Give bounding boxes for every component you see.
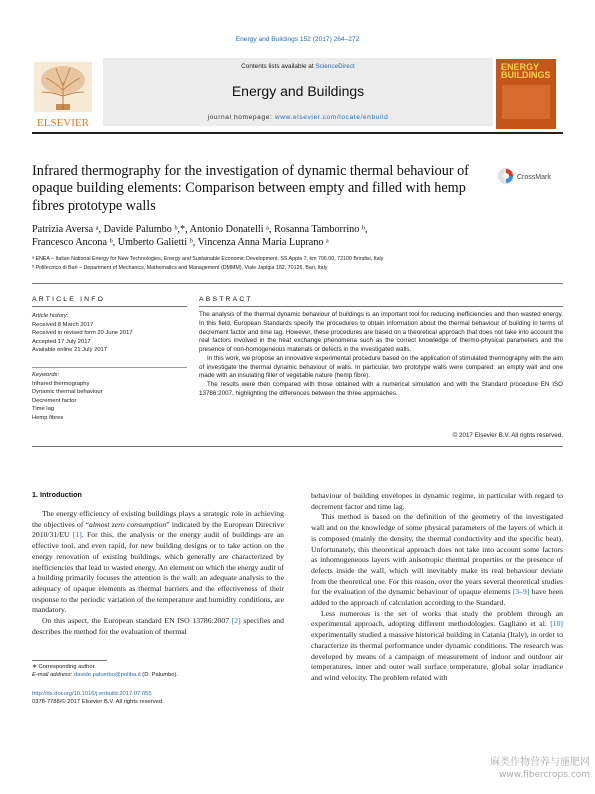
intro-paragraph-2	[32, 616, 284, 637]
text-run: The energy efficiency of existing buildings plays a strategic role in achieving the objectives of “	[32, 509, 284, 529]
sciencedirect-link[interactable]: ScienceDirect	[315, 63, 355, 70]
cover-title: ENERGY BUILDINGS	[501, 62, 551, 80]
article-title: Infrared thermography for the investigation of dynamic thermal behaviour of opaque building elements: Comparison between empty and filled with hemp fibres prototype walls	[32, 163, 469, 214]
history-revised: Received in revised form 20 June 2017	[32, 330, 133, 337]
text-run: Less numerous is the set of works that study the problem through an experimental approach, adopting different methodologies. Gagliano et al.	[311, 608, 563, 629]
keyword-item: Hemp fibres	[32, 414, 64, 421]
keywords-rule	[32, 367, 187, 368]
author-line-2[interactable]: Francesco Ancona ᵇ, Umberto Galietti ᵇ, Vincenza Anna Maria Luprano ᵃ	[32, 237, 329, 248]
body-column-left	[32, 509, 284, 637]
intro-paragraph-3	[311, 512, 563, 608]
keyword-item: Dynamic thermal behaviour	[32, 389, 103, 396]
abstract-paragraph-2: In this work, we propose an innovative experimental procedure based on the application of stimulated thermography with the aim of investigate the thermal dynamic behaviour of walls. In particular, two prototype walls were compared: an empty wall and one made with an insulating filler of vegetable nature (hemp fibre).	[199, 354, 563, 380]
affiliation-a: ᵃ ENEA – Italian National Energy for New Technologies, Energy and Sustainable Economic Development, SS Appia 7, km 706.00, 72100 Brindisi, Italy	[32, 256, 384, 262]
journal-homepage-line	[103, 114, 493, 121]
homepage-link[interactable]: www.elsevier.com/locate/enbuild	[274, 114, 389, 121]
abstract-bottom-rule	[32, 446, 563, 447]
keyword-item: Time lag	[32, 406, 55, 413]
affiliation-b: ᵇ Politecnico di Bari – Department of Mechanics, Mathematics and Management (DMMM), Viale Japigia 182, 70126, Bari, Italy	[32, 265, 328, 271]
reference-link[interactable]: [1]	[72, 530, 82, 540]
elsevier-tree-logo	[32, 60, 94, 130]
keyword-item: Decrement factor	[32, 397, 77, 404]
intro-paragraph-4	[311, 609, 563, 684]
homepage-prefix: journal homepage:	[207, 114, 275, 121]
abstract-paragraph-3: The results were then compared with those obtained with a numerical simulation and with the Standard procedure EN ISO 13786:2007, highlighting the differences between the three approaches.	[199, 381, 563, 397]
keywords-heading: Keywords:	[32, 372, 60, 378]
author-list	[32, 223, 502, 249]
history-received: Received 8 March 2017	[32, 321, 94, 328]
email-label: E-mail address:	[32, 671, 74, 678]
history-heading: Article history:	[32, 313, 69, 319]
email-suffix: (D. Palumbo).	[140, 671, 179, 678]
header-rule	[32, 132, 563, 134]
body-column-right	[311, 491, 563, 684]
footnote-block	[32, 664, 178, 679]
crossmark-badge[interactable]	[497, 166, 567, 186]
abstract-copyright: © 2017 Elsevier B.V. All rights reserved.	[452, 432, 563, 439]
intro-paragraph-continued: behaviour of building envelopes in dynamic regime, in particular with regard to decrement factor and time lag.	[311, 491, 563, 511]
issn-copyright: 0378-7788/© 2017 Elsevier B.V. All rights reserved.	[32, 698, 164, 705]
journal-name: Energy and Buildings	[231, 83, 365, 99]
history-accepted: Accepted 17 July 2017	[32, 338, 91, 345]
keywords-block	[32, 371, 103, 423]
abstract-rule	[199, 306, 563, 307]
email-link[interactable]: davide.palumbo@poliba.it	[73, 671, 141, 678]
text-run: ” indicated by the European Directive 2010/31/EU	[32, 519, 285, 540]
watermark-line-2: www.fibercrops.com	[499, 770, 590, 780]
publisher-wordmark: ELSEVIER	[37, 117, 89, 129]
text-run: specifies and describes the method for the evaluation of thermal	[32, 616, 284, 636]
keyword-item: Infrared thermography	[32, 380, 90, 387]
abstract-body	[199, 311, 563, 399]
article-info-rule	[32, 306, 187, 307]
text-run: This method is based on the definition of the geometry of the investigated wall and on the knowledge of some physical parameters of the layers of which it is composed (mainly the density, the thermal conductivity and the specific heat). Unfortunately, this theoretical approach does not take into account some factors as inhomogeneous layers with anisotropic thermal properties or the presence of defects inside the wall, which will inevitably make its real behaviour deviate from the theoretical one. For this reason, over the years several theoretical studies for the evaluation of the dynamic behaviour of opaque elements	[311, 512, 563, 597]
italic-phrase: almost zero consumption	[89, 519, 167, 529]
footnote-rule	[32, 660, 107, 661]
history-online: Available online 21 July 2017	[32, 347, 107, 354]
doi-block	[32, 691, 164, 706]
abstract-heading: ABSTRACT	[199, 296, 253, 303]
journal-citation: Energy and Buildings 152 (2017) 264–272	[235, 36, 360, 43]
text-run: experimentally studied a massive historical building in Catania (Italy), in order to characterize its thermal performance under dynamic conditions. The research was developed by means of a campaign of measurement of indoor and outdoor air temperatures, inner and outer wall surface temperature, global solar irradiance and wind velocity. The problem related with	[311, 630, 563, 682]
section-heading-introduction: 1. Introduction	[32, 490, 82, 499]
corresponding-author-note: ∗ Corresponding author.	[32, 664, 96, 670]
contents-prefix: Contents lists available at	[241, 63, 316, 70]
author-line-1[interactable]: Patrizia Aversa ᵃ, Davide Palumbo ᵇ,*, Antonio Donatelli ᵃ, Rosanna Tamborrino ᵇ,	[32, 224, 368, 235]
text-run: . For this, the analysis or the energy audit of buildings are an effective tool, and even rapid, for new building designs or to take action on the energy renovation of existing buildings, which generally are characterized by inefficiencies that lead to wasted energy. An element on which the energy audit of a building primarily focuses the attention is the wall: an adequate analysis to the adequacy of opaque elements as thermal barriers and the effectiveness of their response to the periodic variation of the temperature and humidity conditions, are mandatory.	[32, 530, 284, 615]
text-run: On this aspect, the European standard EN ISO 13786:2007	[42, 616, 232, 626]
article-info-heading: ARTICLE INFO	[32, 296, 106, 303]
journal-cover-thumbnail	[496, 59, 556, 129]
doi-link[interactable]: http://dx.doi.org/10.1016/j.enbuild.2017.07.055	[32, 691, 152, 697]
affiliation-rule	[32, 283, 563, 284]
reference-link[interactable]: [10]	[550, 619, 563, 629]
reference-link[interactable]: [2]	[231, 616, 241, 626]
abstract-paragraph-1: The analysis of the thermal dynamic behaviour of buildings is an important tool for reducing inefficiencies and then wasted energy. In this field, European Standards specify the procedures to obtain information about the thermal behaviour of building in terms of decrement factor and time lag. However, these procedures are based on a theoretical approach that does not take into account the real factors involved in the heat exchange phenomena such as the correct knowledge of thermo-physical parameters and the presence of non-homogeneous materials or defects in the investigated walls.	[199, 311, 563, 353]
site-watermark	[470, 756, 590, 782]
watermark-line-1: 麻类作物营养与施肥网	[490, 757, 590, 768]
article-history	[32, 312, 133, 355]
email-line	[32, 672, 178, 680]
text-run: have been added to the approach of calculation according to the Standard.	[311, 587, 563, 608]
crossmark-label: CrossMark	[517, 174, 551, 181]
intro-paragraph-1	[32, 509, 284, 616]
reference-link[interactable]: [3–9]	[512, 587, 530, 597]
contents-available-line	[103, 63, 493, 70]
